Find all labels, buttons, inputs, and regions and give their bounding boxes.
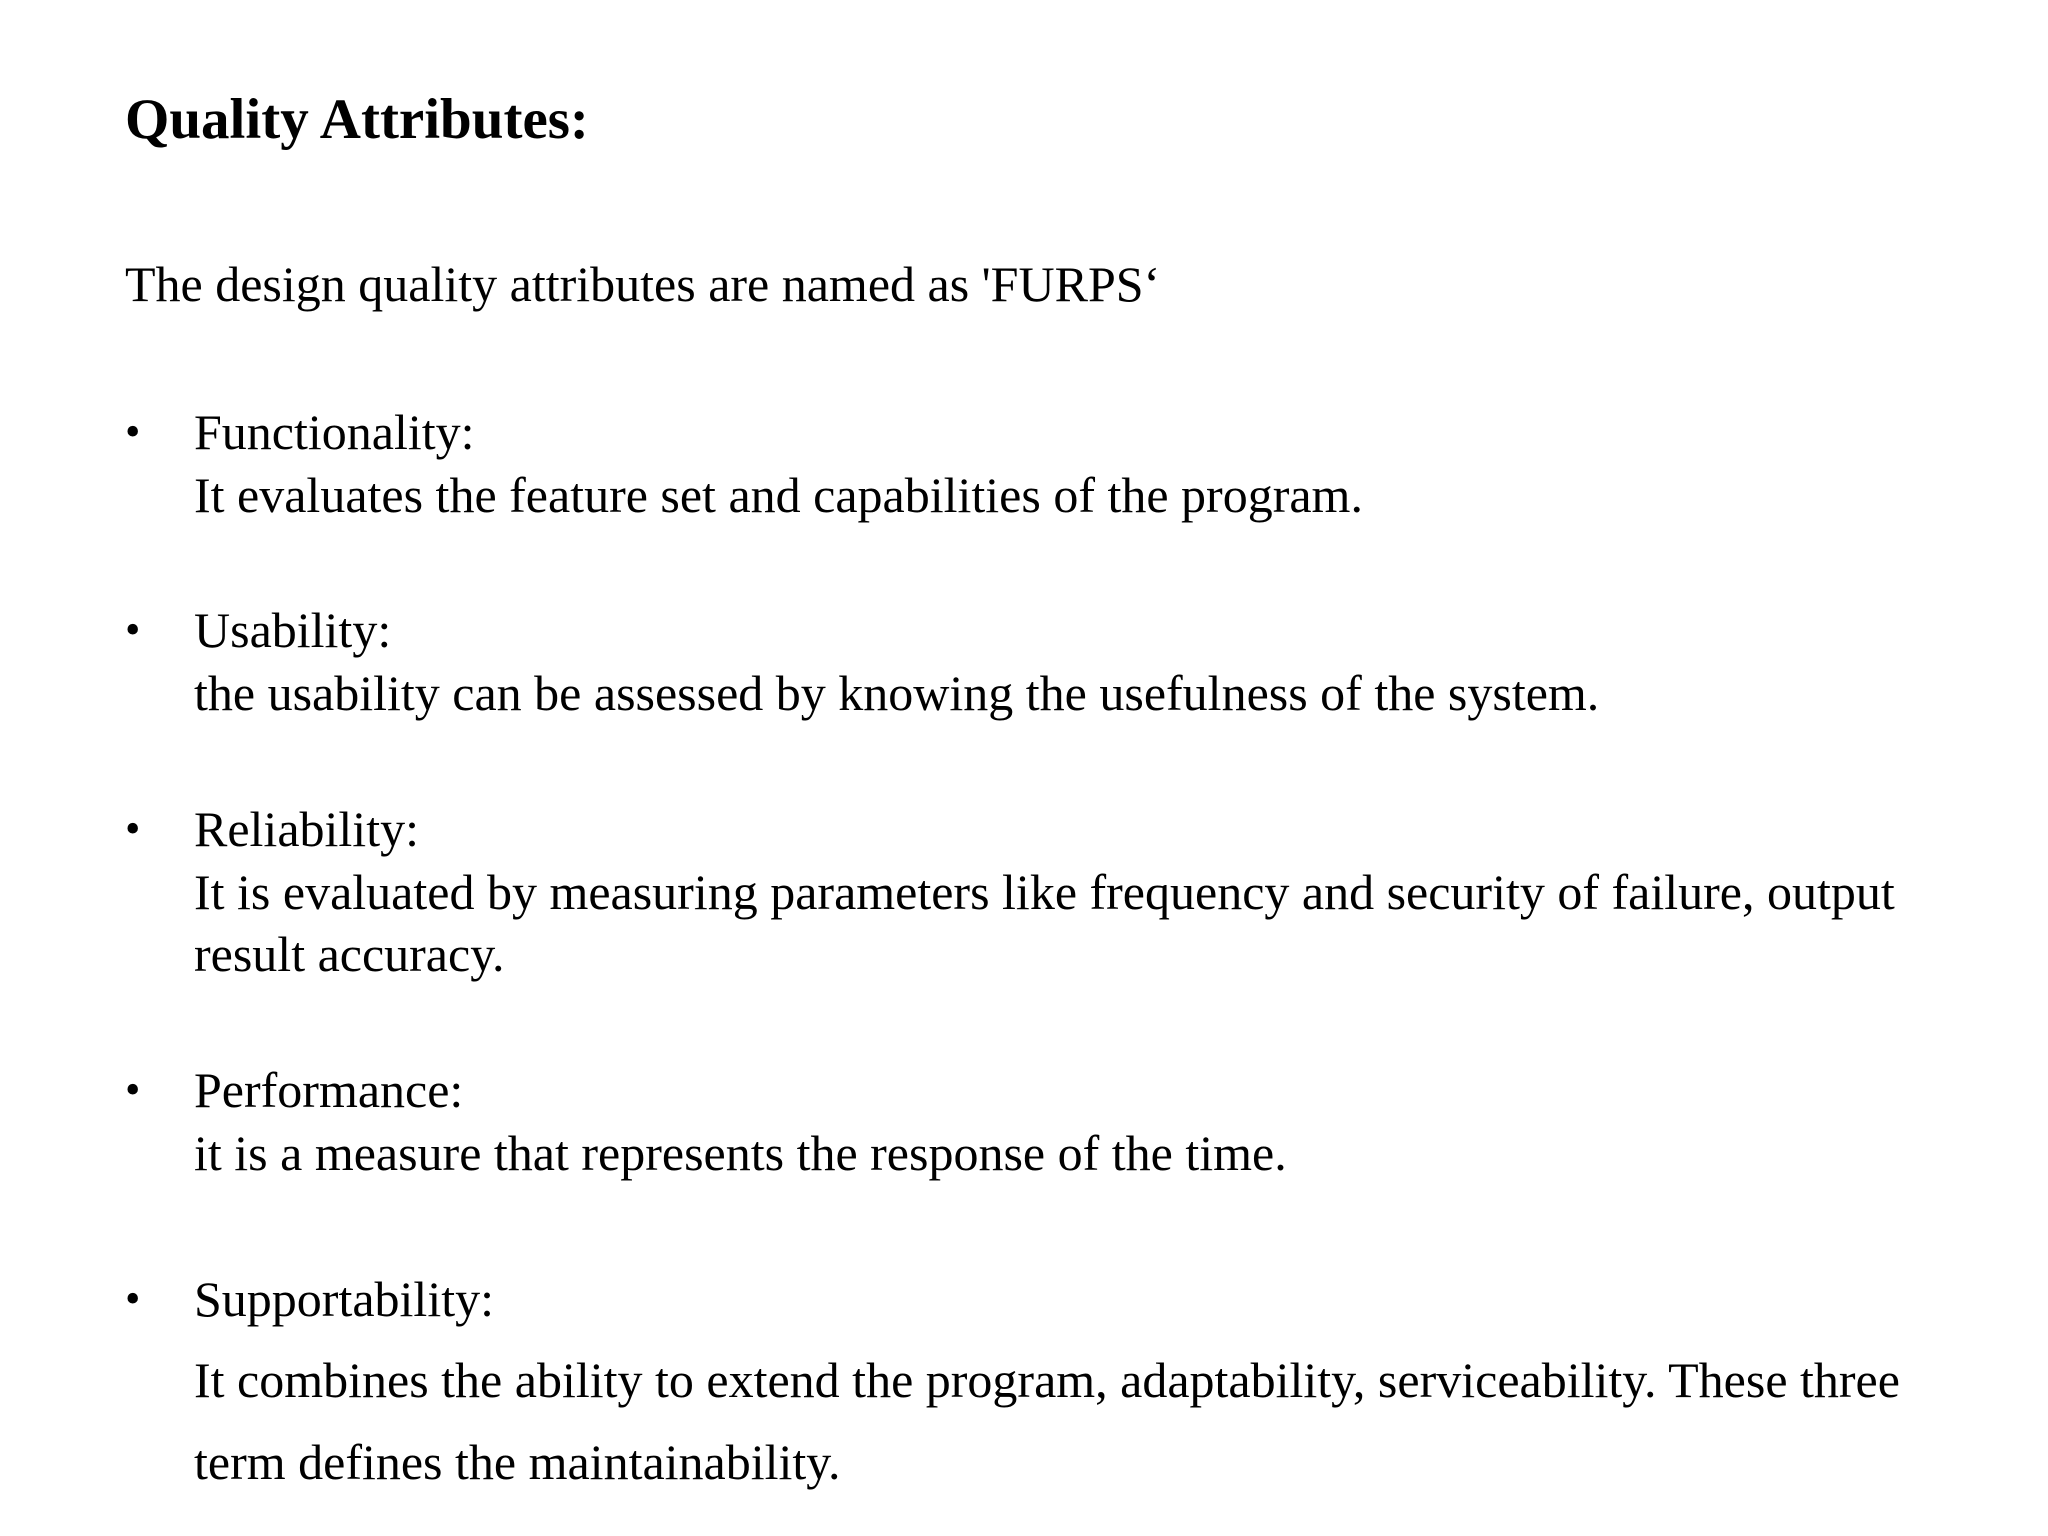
- attribute-description: the usability can be assessed by knowing the usefulness of the system.: [194, 665, 1600, 721]
- attribute-name: Performance:: [194, 1062, 464, 1118]
- attribute-description: it is a measure that represents the response of the time.: [194, 1125, 1287, 1181]
- bullet-icon: •: [125, 804, 141, 853]
- attribute-description: It combines the ability to extend the program, adaptability, serviceability. These three term defines the maintainability.: [194, 1352, 1900, 1490]
- attribute-name: Reliability:: [194, 801, 419, 857]
- attribute-description: It evaluates the feature set and capabilities of the program.: [194, 467, 1363, 523]
- attribute-name: Supportability:: [194, 1271, 494, 1327]
- bullet-icon: •: [125, 605, 141, 654]
- slide-title: Quality Attributes:: [125, 88, 589, 151]
- bullet-icon: •: [125, 407, 141, 456]
- intro-text: The design quality attributes are named as 'FURPS‘: [125, 256, 1161, 312]
- bullet-icon: •: [125, 1274, 141, 1323]
- attribute-name: Functionality:: [194, 404, 475, 460]
- bullet-icon: •: [125, 1065, 141, 1114]
- attribute-description: It is evaluated by measuring parameters like frequency and security of failure, output result accuracy.: [194, 864, 1895, 982]
- attribute-name: Usability:: [194, 602, 392, 658]
